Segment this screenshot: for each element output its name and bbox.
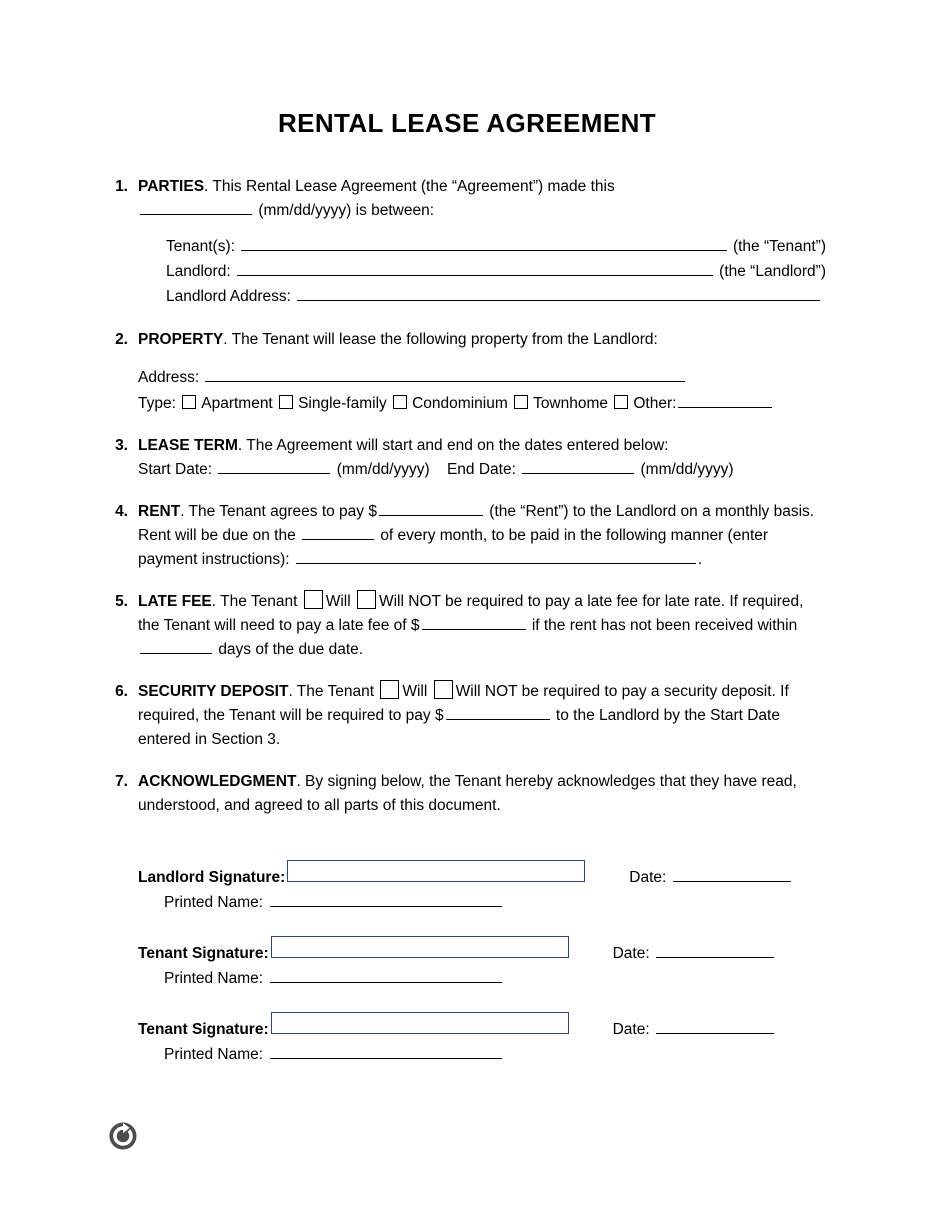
section-acknowledgment xyxy=(108,770,826,818)
tenant-signature-field-2[interactable] xyxy=(271,1012,569,1034)
landlord-printed-name-row xyxy=(164,891,826,912)
landlord-input[interactable] xyxy=(237,260,714,276)
tenant-printed-name-row-2 xyxy=(164,1043,826,1064)
property-fields xyxy=(138,366,826,416)
signature-row-tenant-2 xyxy=(138,1012,826,1039)
tenant-signature-field-1[interactable] xyxy=(271,936,569,958)
tenant-date-input-2[interactable] xyxy=(656,1018,774,1034)
option-late-fee-will-not: Will NOT xyxy=(378,593,441,611)
checkbox-security-will[interactable] xyxy=(380,680,399,699)
section-number: 7. xyxy=(115,773,128,791)
rent-text-3: of every month, to be paid in the following manner (enter payment instructions): xyxy=(138,527,769,569)
eforms-logo-icon xyxy=(108,1121,138,1151)
tenant-date-group-2 xyxy=(613,1018,776,1039)
printed-name-label: Printed Name: xyxy=(164,1046,264,1064)
tenant-date-input-1[interactable] xyxy=(656,942,774,958)
option-condominium: Condominium xyxy=(412,395,508,413)
section-text: . By signing below, the Tenant hereby acknowledges that they have read, understood, and agreed to all parts of this document. xyxy=(138,773,797,815)
rent-text-1: . The Tenant agrees to pay $ xyxy=(180,503,377,521)
payment-instructions-input[interactable] xyxy=(296,548,696,564)
option-other: Other: xyxy=(633,395,677,413)
option-townhome: Townhome xyxy=(533,395,609,413)
security-deposit-amount-input[interactable] xyxy=(446,704,550,720)
checkbox-single-family[interactable] xyxy=(279,395,293,409)
late-fee-text-4: days of the due date. xyxy=(218,641,364,659)
tenant-printed-name-input-2[interactable] xyxy=(270,1043,502,1059)
checkbox-late-fee-will[interactable] xyxy=(304,590,323,609)
section-number: 6. xyxy=(115,683,128,701)
section-security-deposit xyxy=(108,680,826,752)
date-label: Date: xyxy=(629,869,667,887)
rent-text-2: (the “Rent”) to the Landlord on a monthly basis. Rent will be due on the xyxy=(138,503,815,545)
section-label: PROPERTY xyxy=(138,331,224,349)
option-single-family: Single-family xyxy=(298,395,387,413)
page-title: RENTAL LEASE AGREEMENT xyxy=(277,108,657,138)
section-label: RENT xyxy=(138,503,181,521)
landlord-signature-label: Landlord Signature: xyxy=(138,869,286,887)
property-address-input[interactable] xyxy=(205,366,685,382)
late-fee-days-input[interactable] xyxy=(140,638,212,654)
landlord-printed-name-input[interactable] xyxy=(270,891,502,907)
date-format-hint: (mm/dd/yyyy) is between: xyxy=(258,202,435,220)
end-date-label: End Date: xyxy=(446,461,516,479)
section-property xyxy=(108,328,826,416)
section-label: ACKNOWLEDGMENT xyxy=(138,773,297,791)
tenant-tail: (the “Tenant”) xyxy=(732,238,826,256)
signature-row-tenant-1 xyxy=(138,936,826,963)
landlord-signature-field[interactable] xyxy=(287,860,585,882)
printed-name-label: Printed Name: xyxy=(164,894,264,912)
section-late-fee xyxy=(108,590,826,662)
property-type-row xyxy=(138,392,826,416)
property-address-row xyxy=(138,366,826,390)
parties-fields xyxy=(138,235,826,309)
tenant-date-group-1 xyxy=(613,942,776,963)
security-text-2: be required to pay a security deposit. If required, the Tenant will be required to pay $ xyxy=(138,683,789,725)
date-label: Date: xyxy=(612,1021,650,1039)
section-text: . The Tenant will lease the following property from the Landlord: xyxy=(223,331,658,349)
end-date-format: (mm/dd/yyyy) xyxy=(640,461,734,479)
security-text-1: . The Tenant xyxy=(288,683,375,701)
tenant-signature-label-2: Tenant Signature: xyxy=(138,1021,269,1039)
start-date-input[interactable] xyxy=(218,458,330,474)
section-label: LEASE TERM xyxy=(138,437,238,455)
section-label: PARTIES xyxy=(138,178,205,195)
section-text: . This Rental Lease Agreement (the “Agreement”) made this xyxy=(204,178,615,195)
property-type-label: Type: xyxy=(138,395,176,413)
section-label: SECURITY DEPOSIT xyxy=(138,683,289,701)
property-type-other-input[interactable] xyxy=(678,392,772,408)
security-text-3: to the Landlord by the Start Date entered in Section 3. xyxy=(138,707,780,749)
section-number: 3. xyxy=(115,437,128,455)
landlord-address-label: Landlord Address: xyxy=(166,288,291,306)
tenant-printed-name-input-1[interactable] xyxy=(270,967,502,983)
checkbox-condominium[interactable] xyxy=(393,395,407,409)
tenant-label: Tenant(s): xyxy=(166,238,235,256)
landlord-row xyxy=(166,260,826,284)
document-body xyxy=(0,175,934,1064)
section-number: 2. xyxy=(115,331,128,349)
rent-due-day-input[interactable] xyxy=(302,524,374,540)
section-number: 5. xyxy=(115,593,128,611)
landlord-label: Landlord: xyxy=(166,263,231,281)
landlord-date-input[interactable] xyxy=(673,866,791,882)
start-date-label: Start Date: xyxy=(138,461,213,479)
option-security-will-not: Will NOT xyxy=(455,683,518,701)
late-fee-text-2: be required to pay a late fee for late rate. If required, the Tenant will need to pay a late fee of $ xyxy=(138,593,804,635)
section-lease-term xyxy=(108,434,826,482)
landlord-date-group xyxy=(629,866,792,887)
section-number: 4. xyxy=(115,503,128,521)
option-security-will: Will xyxy=(402,683,428,701)
property-address-label: Address: xyxy=(138,369,200,387)
agreement-date-field[interactable] xyxy=(140,199,252,215)
checkbox-late-fee-will-not[interactable] xyxy=(357,590,376,609)
tenant-input[interactable] xyxy=(241,235,727,251)
start-date-format: (mm/dd/yyyy) xyxy=(336,461,430,479)
checkbox-townhome[interactable] xyxy=(514,395,528,409)
option-apartment: Apartment xyxy=(201,395,273,413)
tenant-signature-label-1: Tenant Signature: xyxy=(138,945,269,963)
checkbox-security-will-not[interactable] xyxy=(434,680,453,699)
date-label: Date: xyxy=(612,945,650,963)
checkbox-other[interactable] xyxy=(614,395,628,409)
signature-area xyxy=(108,860,826,1064)
checkbox-apartment[interactable] xyxy=(182,395,196,409)
landlord-tail: (the “Landlord”) xyxy=(719,263,826,281)
tenant-printed-name-row-1 xyxy=(164,967,826,988)
rent-amount-input[interactable] xyxy=(379,500,483,516)
section-label: LATE FEE xyxy=(138,593,212,611)
printed-name-label: Printed Name: xyxy=(164,970,264,988)
late-fee-amount-input[interactable] xyxy=(422,614,526,630)
signature-row-landlord xyxy=(138,860,826,887)
section-parties xyxy=(108,175,826,310)
option-late-fee-will: Will xyxy=(325,593,351,611)
landlord-address-row xyxy=(166,285,826,309)
late-fee-text-1: . The Tenant xyxy=(211,593,298,611)
late-fee-text-3: if the rent has not been received within xyxy=(531,617,798,635)
section-rent xyxy=(108,500,826,572)
rent-text-end: . xyxy=(697,551,703,569)
landlord-address-input[interactable] xyxy=(297,285,820,301)
section-text: . The Agreement will start and end on the dates entered below: xyxy=(237,437,669,455)
end-date-input[interactable] xyxy=(522,458,634,474)
section-number: 1. xyxy=(115,178,128,195)
tenant-row xyxy=(166,235,826,259)
